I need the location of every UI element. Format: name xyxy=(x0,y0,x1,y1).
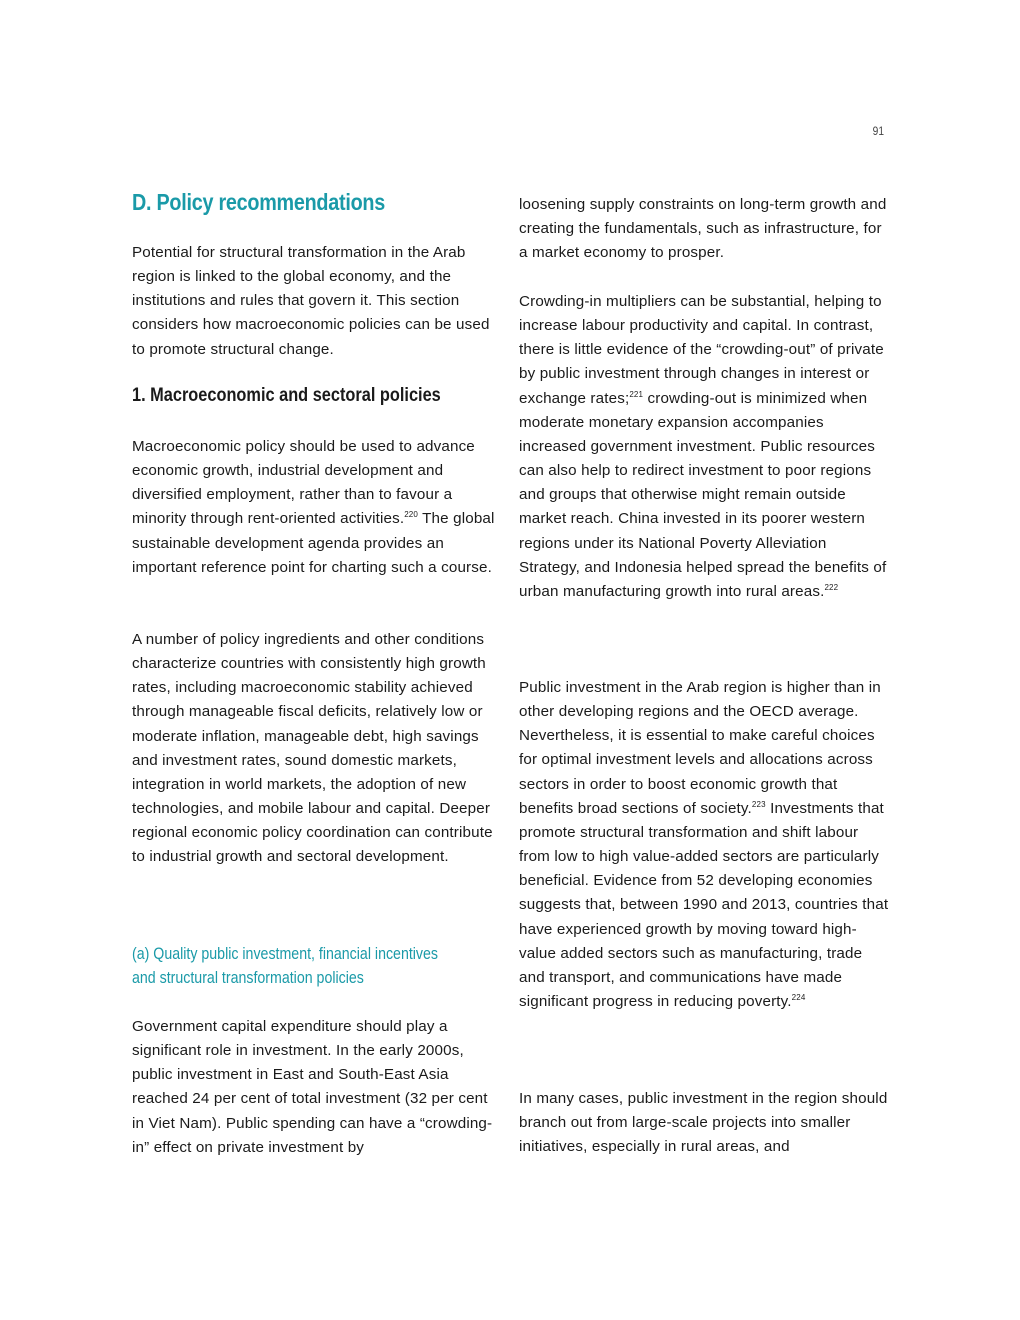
paragraph-government-capital: Government capital expenditure should play a significant role in investment. In the early 2000s, public investment in East and South-East Asia reached 24 per cent of total investment (32 per cent in Viet Nam). Public spending can have a “crowding-in” effect on private investment by xyxy=(132,1018,493,1156)
footnote-ref[interactable]: 221 xyxy=(629,389,644,399)
section-heading: D. Policy recommendations xyxy=(132,189,385,215)
paragraph-crowding-in: Crowding-in multipliers can be substantial, helping to increase labour productivity and capital. In contrast, there is little evidence of the “crowding-out” of private by public investment through changes in interest or exchange rates;$^{221}$ crowding-out is minimized when moderate monetary expansion accompanies increased government investment. Public resources can also help to redirect investment to poor regions and groups that otherwise might remain outside market reach. China invested in its poorer western regions under its National Poverty Alleviation Strategy, and Indonesia helped spread the benefits of urban manufacturing growth into rural areas.$^{222}$ xyxy=(519,293,887,600)
footnote-ref[interactable]: 223 xyxy=(751,799,766,809)
footnote-ref[interactable]: 224 xyxy=(791,993,806,1003)
page-number: 91 xyxy=(872,124,884,138)
paragraph-intro: Potential for structural transformation in the Arab region is linked to the global economy, and the institutions and rules that govern it. This section considers how macroeconomic policies can be used to promote structural change. xyxy=(132,244,490,358)
paragraph-many-cases: In many cases, public investment in the region should branch out from large-scale projects into smaller initiatives, especially in rural areas, and xyxy=(519,1090,888,1156)
subheading-quality-investment: (a) Quality public investment, financial incentives and structural transformation policies xyxy=(132,945,439,988)
paragraph-macro-policy: Macroeconomic policy should be used to advance economic growth, industrial development and diversified employment, rather than to favour a minority through rent-oriented activities.$^{220}$ The global sustainable development agenda provides an important reference point for charting such a course. xyxy=(132,438,495,576)
paragraph-arab-public-investment: Public investment in the Arab region is higher than in other developing regions and the OECD average. Nevertheless, it is essential to make careful choices for optimal investment levels and allocations across sectors in order to boost economic growth that benefits broad sections of society.$^{223}$ Investments that promote structural transformation and shift labour from low to high value-added sectors are particularly beneficial. Evidence from 52 developing economies suggests that, between 1990 and 2013, countries that have experienced growth by moving toward high-value added sectors such as manufacturing, trade and transport, and communications have made significant progress in reducing poverty.$^{224}$ xyxy=(519,679,889,1011)
paragraph-policy-ingredients: A number of policy ingredients and other conditions characterize countries with consistently high growth rates, including macroeconomic stability achieved through manageable fiscal deficits, relatively low or moderate inflation, manageable debt, high savings and investment rates, sound domestic markets, integration in world markets, the adoption of new technologies, and mobile labour and capital. Deeper regional economic policy coordination can contribute to industrial growth and sectoral development. xyxy=(132,631,493,866)
footnote-ref[interactable]: 222 xyxy=(824,582,839,592)
paragraph-loosening: loosening supply constraints on long-term growth and creating the fundamentals, such as infrastructure, for a market economy to prosper. xyxy=(519,196,887,262)
subheading-macroeconomic: 1. Macroeconomic and sectoral policies xyxy=(132,385,441,406)
footnote-ref[interactable]: 220 xyxy=(404,510,419,520)
